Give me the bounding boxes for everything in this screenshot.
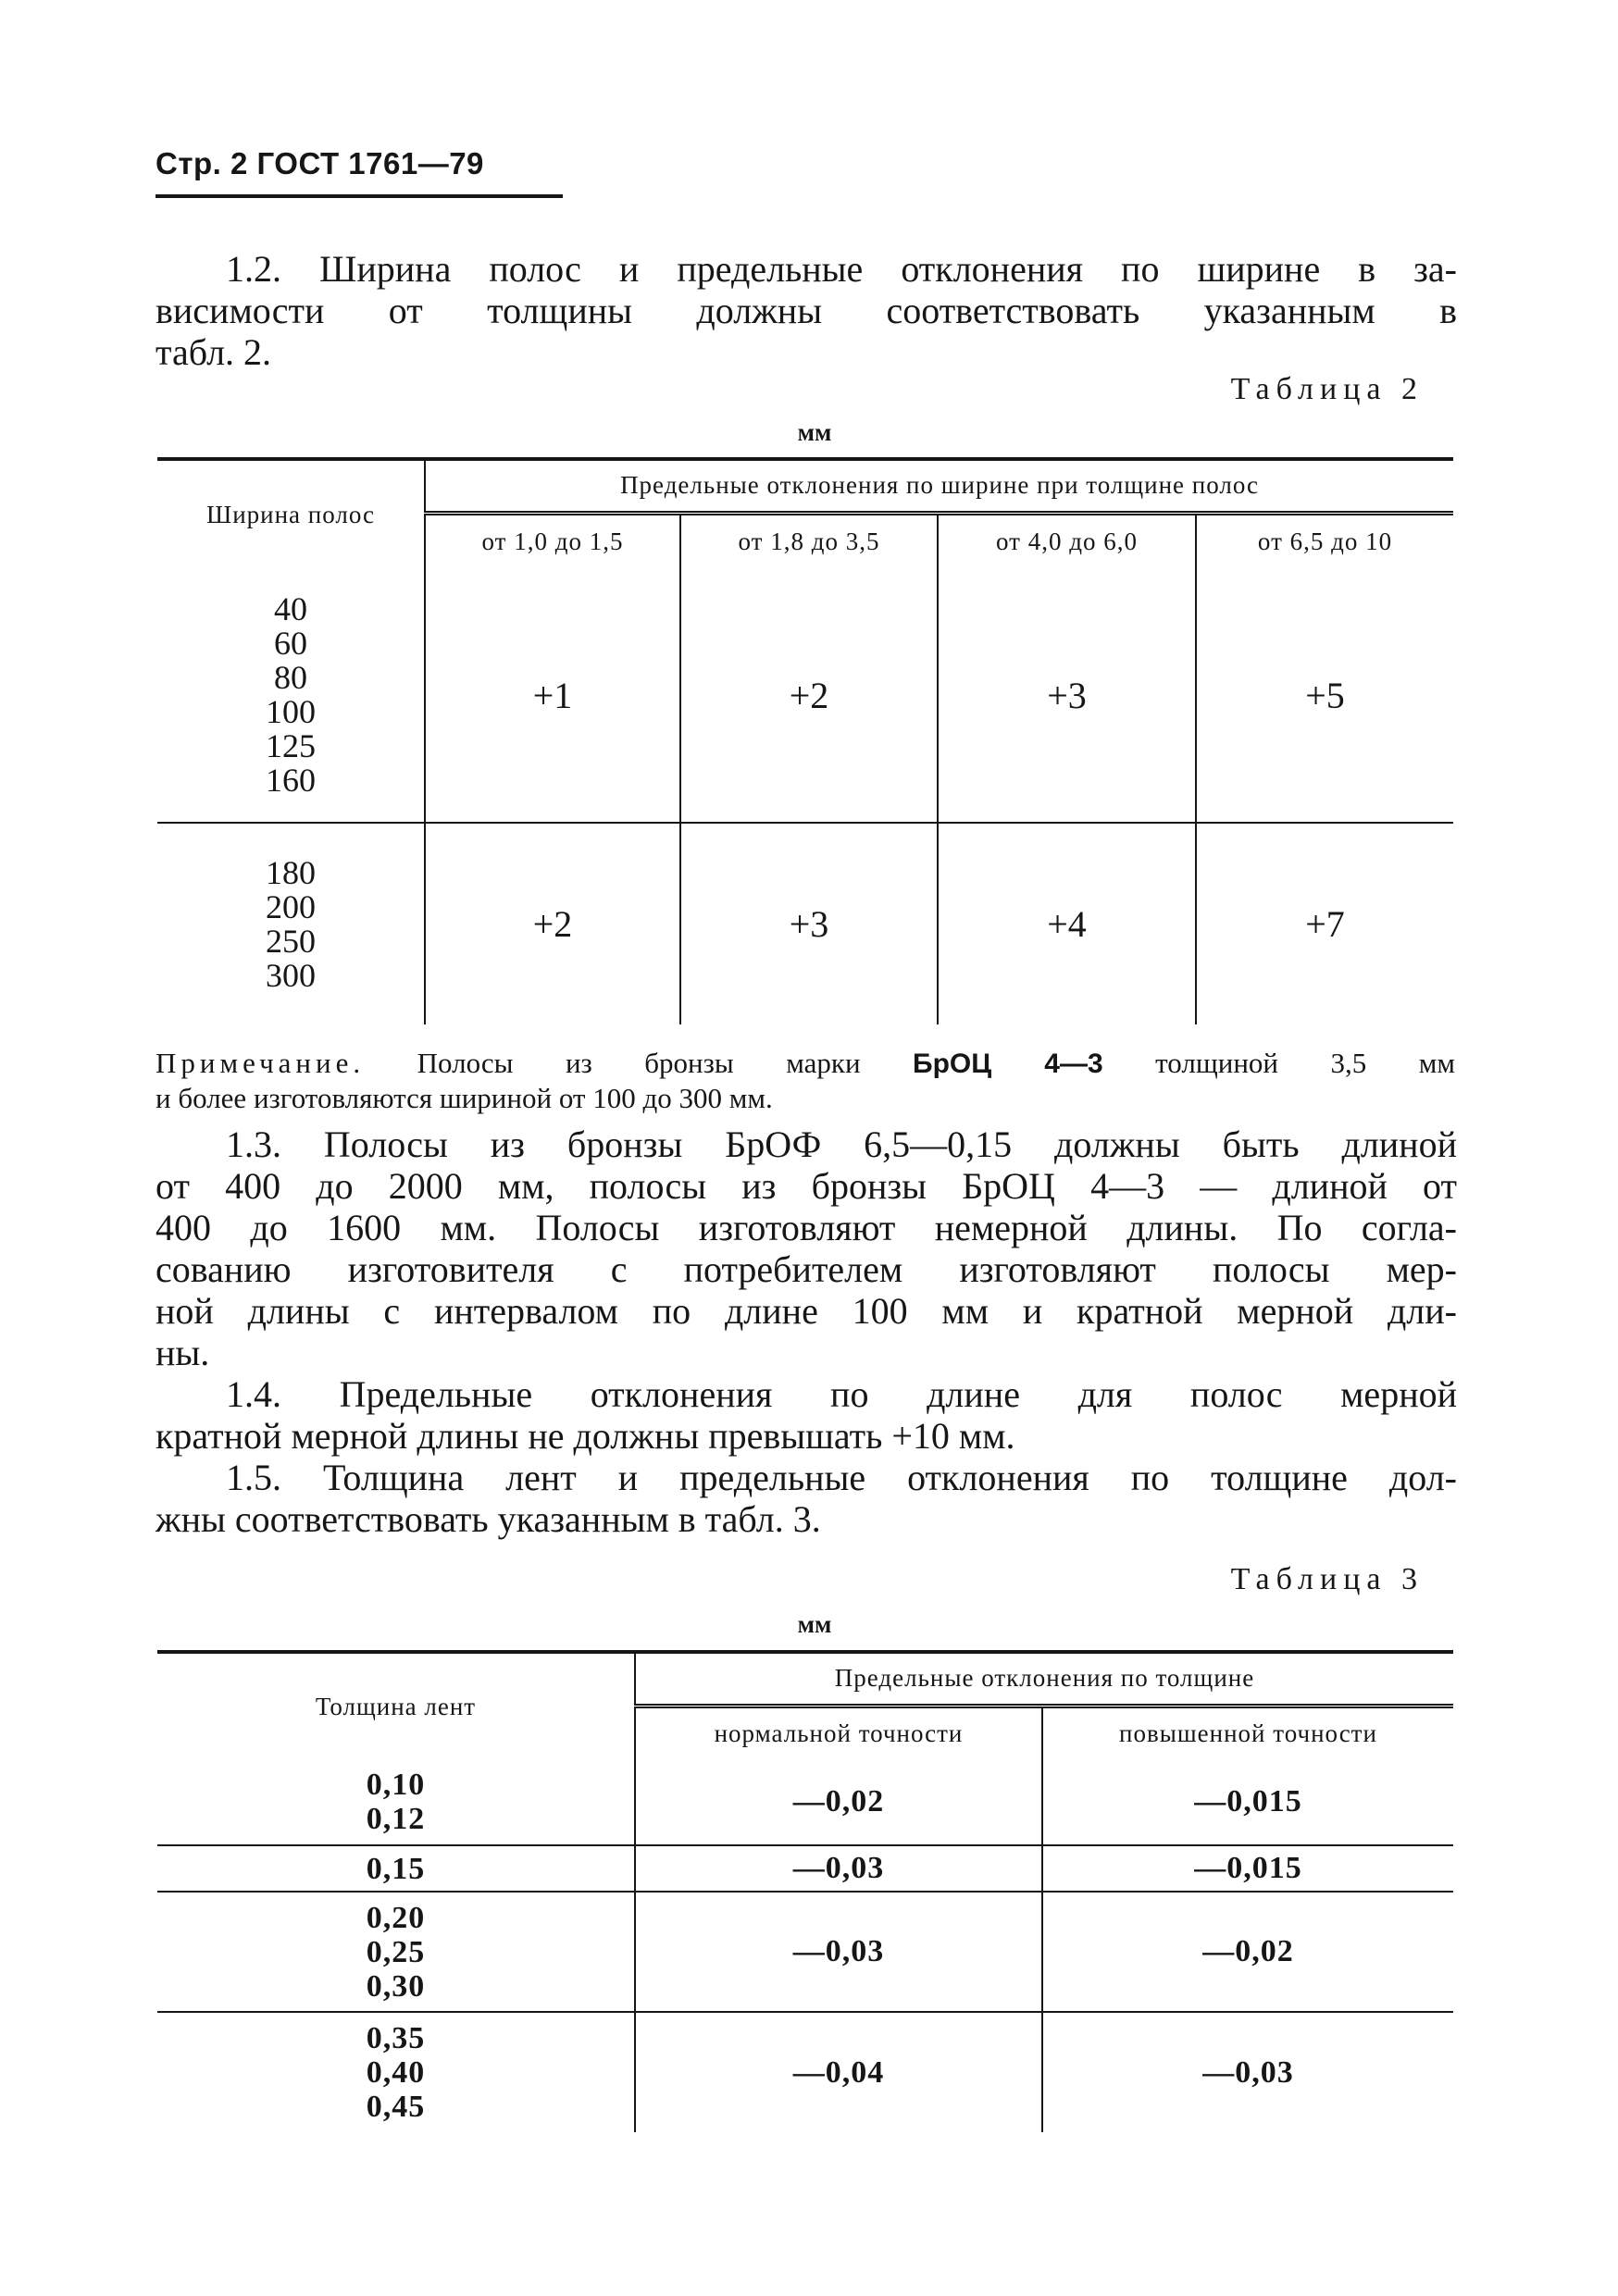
note-line bbox=[156, 1046, 1455, 1081]
text-line: кратной мерной длины не должны превышать +10 мм. bbox=[156, 1415, 1015, 1457]
table-row bbox=[157, 1845, 1453, 1892]
column-group-header: Предельные отклонения по ширине при толщине полос bbox=[425, 459, 1453, 513]
column-group-header: Предельные отклонения по толщине bbox=[635, 1652, 1453, 1706]
text-line: табл. 2. bbox=[156, 331, 272, 373]
thickness-list bbox=[157, 1845, 635, 1892]
table-row bbox=[157, 823, 1453, 1024]
table-2-caption: Таблица 2 bbox=[1230, 372, 1424, 406]
table-cell: +2 bbox=[680, 568, 938, 823]
note-grade: БрОЦ 4—3 bbox=[913, 1049, 1103, 1079]
table-cell: 60 bbox=[274, 625, 307, 662]
paragraph-1-3 bbox=[156, 1123, 1457, 1373]
table-cell: 80 bbox=[274, 659, 307, 696]
table-3-units: мм bbox=[797, 1610, 832, 1638]
thickness-list bbox=[157, 2012, 635, 2132]
text-line: жны соответствовать указанным в табл. 3. bbox=[156, 1498, 821, 1540]
table-3 bbox=[157, 1650, 1453, 2132]
text-line: 1.5. Толщина лент и предельные отклонения по толщине дол- bbox=[226, 1457, 1457, 1498]
table-cell: 100 bbox=[266, 693, 316, 730]
table-cell: 0,10 bbox=[366, 1768, 426, 1802]
table-cell: 0,35 bbox=[366, 2021, 426, 2055]
column-header-width: Ширина полос bbox=[205, 500, 376, 528]
table-cell: +2 bbox=[425, 823, 680, 1024]
text-line: 400 до 1600 мм. Полосы изготовляют немерной длины. По согла- bbox=[156, 1207, 1457, 1248]
table-header-row bbox=[157, 1652, 1453, 1706]
table-row bbox=[157, 1759, 1453, 1845]
column-header-high: повышенной точности bbox=[1042, 1706, 1453, 1759]
width-list bbox=[157, 568, 425, 823]
note-label: Примечание. bbox=[156, 1047, 366, 1079]
column-header-normal: нормальной точности bbox=[635, 1706, 1042, 1759]
table-cell: +5 bbox=[1196, 568, 1453, 823]
text-line: от 400 до 2000 мм, полосы из бронзы БрОЦ 4—3 — длиной от bbox=[156, 1165, 1457, 1207]
text-line: 1.3. Полосы из бронзы БрОФ 6,5—0,15 должны быть длиной bbox=[226, 1123, 1457, 1165]
thickness-list bbox=[157, 1892, 635, 2012]
column-header-thickness-2: от 1,8 до 3,5 bbox=[680, 513, 938, 568]
width-list bbox=[157, 823, 425, 1024]
column-header-thickness-1: от 1,0 до 1,5 bbox=[425, 513, 680, 568]
page-header: Стр. 2 ГОСТ 1761—79 bbox=[156, 146, 563, 198]
table-cell: 0,15 bbox=[366, 1851, 426, 1886]
table-cell: 0,25 bbox=[366, 1934, 426, 1969]
table-2-note bbox=[156, 1046, 1455, 1115]
text-line: ной длины с интервалом по длине 100 мм и кратной мерной дли- bbox=[156, 1290, 1457, 1332]
text-line: висимости от толщины должны соответствовать указанным в bbox=[156, 290, 1457, 331]
table-cell: —0,015 bbox=[1042, 1759, 1453, 1845]
table-cell: +1 bbox=[425, 568, 680, 823]
column-header-thickness: Толщина лент bbox=[315, 1692, 477, 1720]
table-cell: —0,02 bbox=[635, 1759, 1042, 1845]
text-line: 1.2. Ширина полос и предельные отклонения по ширине в за- bbox=[226, 248, 1457, 290]
table-cell: +7 bbox=[1196, 823, 1453, 1024]
note-text: Полосы из бронзы марки bbox=[365, 1047, 914, 1079]
note-text: толщиной 3,5 мм bbox=[1102, 1047, 1455, 1079]
table-cell: —0,03 bbox=[635, 1892, 1042, 2012]
table-cell: +4 bbox=[938, 823, 1196, 1024]
table-cell: —0,02 bbox=[1042, 1892, 1453, 2012]
text-line: ны. bbox=[156, 1332, 210, 1373]
text-line: сованию изготовителя с потребителем изготовляют полосы мер- bbox=[156, 1248, 1457, 1290]
table-cell: +3 bbox=[680, 823, 938, 1024]
table-cell: 250 bbox=[266, 922, 316, 960]
table-row bbox=[157, 1892, 1453, 2012]
table-3-caption: Таблица 3 bbox=[1230, 1562, 1424, 1596]
table-row bbox=[157, 568, 1453, 823]
table-cell: 0,20 bbox=[366, 1900, 426, 1935]
table-cell: —0,03 bbox=[635, 1845, 1042, 1892]
table-2-units: мм bbox=[797, 418, 832, 446]
thickness-list bbox=[157, 1759, 635, 1845]
table-cell: 40 bbox=[274, 590, 307, 627]
table-cell: 0,40 bbox=[366, 2055, 426, 2090]
table-cell: 200 bbox=[266, 887, 316, 925]
table-row bbox=[157, 2012, 1453, 2132]
table-cell: +3 bbox=[938, 568, 1196, 823]
table-cell: 125 bbox=[266, 727, 316, 764]
paragraph-1-2 bbox=[156, 248, 1457, 373]
table-cell: 0,30 bbox=[366, 1968, 426, 2004]
table-cell: 0,45 bbox=[366, 2090, 426, 2124]
note-line: и более изготовляются шириной от 100 до 300 мм. bbox=[156, 1082, 773, 1114]
text-line: 1.4. Предельные отклонения по длине для полос мерной bbox=[226, 1373, 1457, 1415]
table-cell: 0,12 bbox=[366, 1802, 426, 1836]
table-header-row bbox=[157, 459, 1453, 513]
column-header-thickness-3: от 4,0 до 6,0 bbox=[938, 513, 1196, 568]
table-2 bbox=[157, 457, 1453, 1024]
column-header-thickness-4: от 6,5 до 10 bbox=[1196, 513, 1453, 568]
table-cell: —0,03 bbox=[1042, 2012, 1453, 2132]
paragraph-1-5 bbox=[156, 1457, 1457, 1540]
table-cell: —0,015 bbox=[1042, 1845, 1453, 1892]
table-cell: —0,04 bbox=[635, 2012, 1042, 2132]
table-cell: 180 bbox=[266, 853, 316, 891]
table-cell: 160 bbox=[266, 762, 316, 799]
paragraph-1-4 bbox=[156, 1373, 1457, 1457]
table-cell: 300 bbox=[266, 956, 316, 994]
